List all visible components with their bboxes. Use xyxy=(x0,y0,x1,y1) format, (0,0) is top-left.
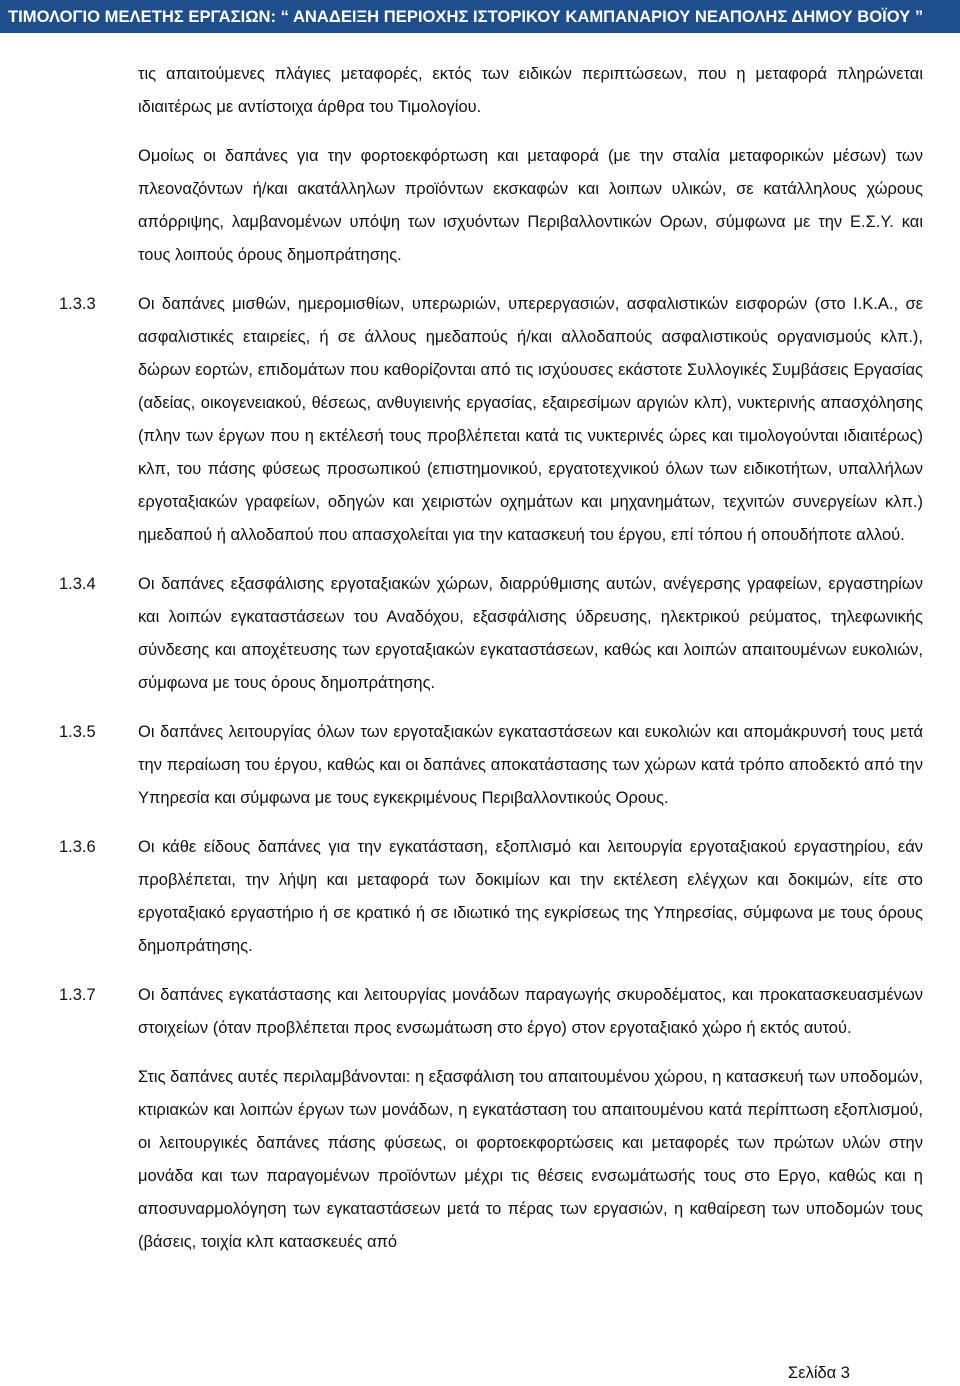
document-title: ΤΙΜΟΛΟΓΙΟ ΜΕΛΕΤΗΣ ΕΡΓΑΣΙΩΝ: “ ΑΝΑΔΕΙΞΗ ΠΕΡΙΟΧΗΣ ΙΣΤΟΡΙΚΟΥ ΚΑΜΠΑΝΑΡΙΟΥ ΝΕΑΠΟΛΗΣ ΔΗΜΟΥ ΒΟΪΟΥ ” xyxy=(8,7,924,26)
item-number: 1.3.6 xyxy=(59,838,96,856)
intro-paragraph: Ομοίως οι δαπάνες για την φορτοεκφόρτωση και μεταφορά (με την σταλία μεταφορικών μέσων) των πλεοναζόντων ή/και ακατάλληλων προϊόντων εκσκαφών και λοιπων υλικών, σε κατάλληλους χώρους απόρριψης, λαμβανομένων υπόψη των ισχυόντων Περιβαλλοντικών Ορων, σύμφωνα με την Ε.Σ.Υ. και τους λοιπούς όρους δημοπράτησης. xyxy=(138,147,923,264)
closing-paragraph: Στις δαπάνες αυτές περιλαμβάνονται: η εξασφάλιση του απαιτουμένου χώρου, η κατασκευή των υποδομών, κτιριακών και λοιπών έργων των μονάδων, η εγκατάσταση του απαιτουμένου κατά περίπτωση εξοπλισμού, οι λειτουργικές δαπάνες πάσης φύσεως, οι φορτοεκφορτώσεις και μεταφορές των πρώτων υλών στην μονάδα και των παραγομένων προϊόντων μέχρι τις θέσεις ενσωμάτωσής τους στο Εργο, καθώς και η αποσυναρμολόγηση των εγκαταστάσεων μετά το πέρας των εργασιών, η καθαίρεση των υποδομών τους (βάσεις, τοιχία κλπ κατασκευές από xyxy=(138,1068,923,1251)
item-text: Οι δαπάνες εξασφάλισης εργοταξιακών χώρων, διαρρύθμισης αυτών, ανέγερσης γραφείων, εργαστηρίων και λοιπών εγκαταστάσεων του Αναδόχου, εξασφάλισης ύδρευσης, ηλεκτρικού ρεύματος, τηλεφωνικής σύνδεσης και αποχέτευσης των εργοταξιακών εγκαταστάσεων, καθώς και λοιπών απαιτουμένων ευκολιών, σύμφωνα με τους όρους δημοπράτησης. xyxy=(138,575,923,692)
list-item-1-3-3 xyxy=(59,288,923,552)
list-item-1-3-5 xyxy=(59,716,923,815)
item-number: 1.3.5 xyxy=(59,723,96,741)
document-header xyxy=(0,0,960,33)
item-text: Οι δαπάνες εγκατάστασης και λειτουργίας μονάδων παραγωγής σκυροδέματος, και προκατασκευασμένων στοιχείων (όταν προβλέπεται προς ενσωμάτωση στο έργο) στον εργοταξιακό χώρο ή εκτός αυτού. xyxy=(138,986,923,1037)
item-text: Οι δαπάνες μισθών, ημερομισθίων, υπερωριών, υπερεργασιών, ασφαλιστικών εισφορών (στο Ι.Κ.Α., σε ασφαλιστικές εταιρείες, ή σε άλλους ημεδαπούς ή/και αλλοδαπούς ασφαλιστικούς οργανισμούς κλπ.), δώρων εορτών, επιδομάτων που καθορίζονται από τις ισχύουσες εκάστοτε Συλλογικές Συμβάσεις Εργασίας (αδείας, οικογενειακού, θέσεως, ανθυγιεινής εργασίας, εξαιρεσίμων αργιών κλπ), νυκτερινής απασχόλησης (πλην των έργων που η εκτέλεσή τους προβλέπεται κατά τις νυκτερινές ώρες και τιμολογούνται ιδιαιτέρως) κλπ, του πάσης φύσεως προσωπικού (επιστημονικού, εργατοτεχνικού όλων των ειδικοτήτων, υπαλλήλων εργοταξιακών γραφείων, οδηγών και χειριστών οχημάτων και μηχανημάτων, τεχνιτών συνεργείων κλπ.) ημεδαπού ή αλλοδαπού που απασχολείται για την κατασκευή του έργου, επί τόπου ή οπουδήποτε αλλού. xyxy=(138,295,923,544)
item-text: Οι δαπάνες λειτουργίας όλων των εργοταξιακών εγκαταστάσεων και ευκολιών και απομάκρυνσή τους μετά την περαίωση του έργου, καθώς και οι δαπάνες αποκατάστασης των χώρων κατά τρόπο αποδεκτό από την Υπηρεσία και σύμφωνα με τους εγκεκριμένους Περιβαλλοντικούς Ορους. xyxy=(138,723,923,807)
list-item-1-3-6 xyxy=(59,831,923,963)
item-number: 1.3.7 xyxy=(59,986,96,1004)
item-number: 1.3.4 xyxy=(59,575,96,593)
item-number: 1.3.3 xyxy=(59,295,96,313)
page-number: Σελίδα 3 xyxy=(788,1364,850,1382)
page-body xyxy=(0,58,960,1259)
intro-continuation-paragraph: τις απαιτούμενες πλάγιες μεταφορές, εκτός των ειδικών περιπτώσεων, που η μεταφορά πληρώνεται ιδιαιτέρως με αντίστοιχα άρθρα του Τιμολογίου. xyxy=(138,65,923,116)
item-text: Οι κάθε είδους δαπάνες για την εγκατάσταση, εξοπλισμό και λειτουργία εργοταξιακού εργαστηρίου, εάν προβλέπεται, την λήψη και μεταφορά των δοκιμίων και την εκτέλεση ελέγχων και δοκιμών, είτε στο εργοταξιακό εργαστήριο ή σε κρατικό ή σε ιδιωτικό της εγκρίσεως της Υπηρεσίας, σύμφωνα με τους όρους δημοπράτησης. xyxy=(138,838,923,955)
list-item-1-3-4 xyxy=(59,568,923,700)
list-item-1-3-7 xyxy=(59,979,923,1045)
